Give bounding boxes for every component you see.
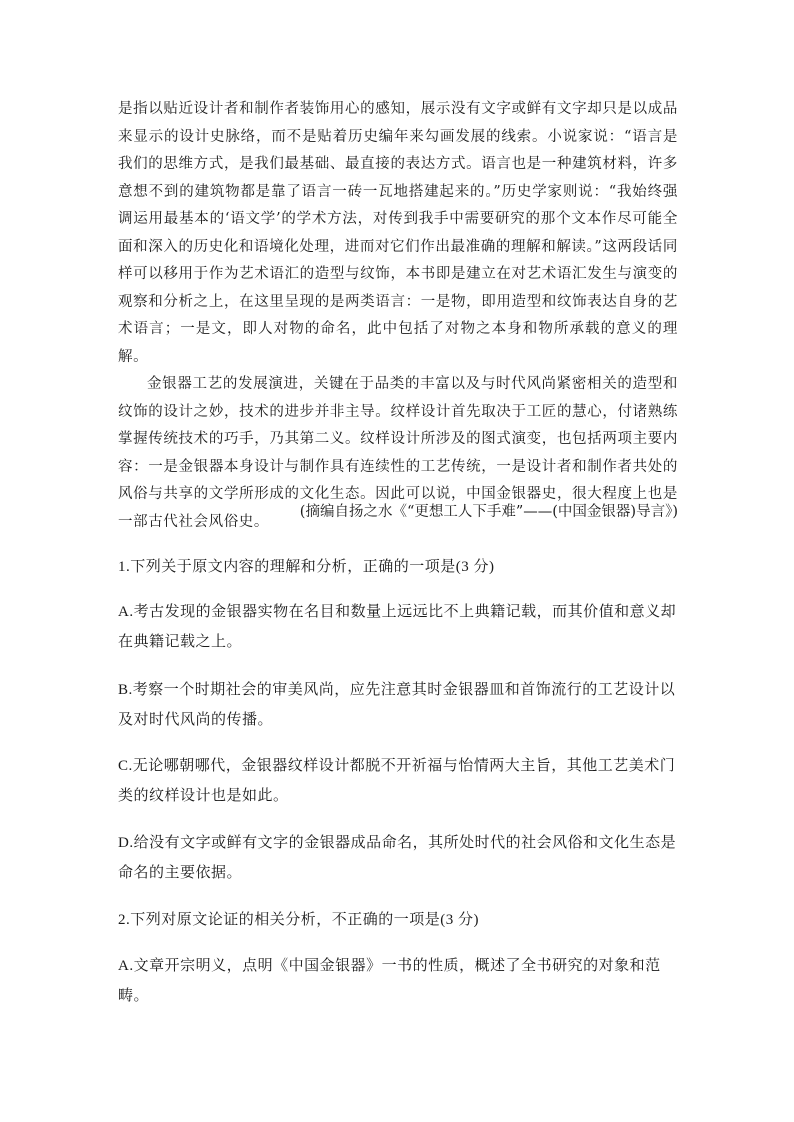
reading-passage	[118, 96, 678, 536]
question-option	[118, 829, 678, 888]
passage-source: (摘编自扬之水《“更想工人下手难”——(中国金银器)导言》)	[299, 504, 678, 520]
passage-paragraph: 是指以贴近设计者和制作者装饰用心的感知，展示没有文字或鲜有文字却只是以成品来显示的设计史脉络，而不是贴着历史编年来勾画发展的线索。小说家说：“语言是我们的思维方式，是我们最基础、最直接的表达方式。语言也是一种建筑材料，许多意想不到的建筑物都是靠了语言一砖一瓦地搭建起来的。”历史学家则说：“我始终强调运用最基本的‘语文学’的学术方法，对传到我手中需要研究的那个文本作尽可能全面和深入的历史化和语境化处理，进而对它们作出最准确的理解和解读。”这两段话同样可以移用于作为艺术语汇的造型与纹饰，本书即是建立在对艺术语汇发生与演变的观察和分析之上，在这里呈现的是两类语言：一是物，即用造型和纹饰表达自身的艺术语言；一是文，即人对物的命名，此中包括了对物之本身和物所承载的意义的理解。	[118, 101, 678, 365]
question-stem	[118, 906, 678, 936]
question-1-stem: 1.下列关于原文内容的理解和分析，正确的一项是(3 分)	[118, 559, 495, 575]
question-option	[118, 598, 678, 657]
question-option	[118, 752, 678, 811]
question-1-option-a: A.考古发现的金银器实物在名目和数量上远远比不上典籍记载，而其价值和意义却在典籍记载之上。	[118, 604, 677, 650]
question-2-stem: 2.下列对原文论证的相关分析，不正确的一项是(3 分)	[118, 912, 479, 928]
question-1-option-b: B.考察一个时期社会的审美风尚，应先注意其时金银器皿和首饰流行的工艺设计以及对时代风尚的传播。	[118, 682, 676, 728]
question-2-option-a: A.文章开宗明义，点明《中国金银器》一书的性质，概述了全书研究的对象和范畴。	[118, 958, 661, 1004]
question-option	[118, 952, 678, 1011]
passage-paragraph: 金银器工艺的发展演进，关键在于品类的丰富以及与时代风尚紧密相关的造型和纹饰的设计之妙，技术的进步并非主导。纹样设计首先取决于工匠的慧心，付诸熟练掌握传统技术的巧手，乃其第二义。纹样设计所涉及的图式演变，也包括两项主要内容：一是金银器本身设计与制作具有连续性的工艺传统，一是设计者和制作者共处的风俗与共享的文学所形成的文化生态。因此可以说，中国金银器史，很大程度上也是一部古代社会风俗史。	[118, 376, 678, 530]
question-stem	[118, 553, 678, 583]
question-1-option-c: C.无论哪朝哪代，金银器纹样设计都脱不开祈福与怡情两大主旨，其他工艺美术门类的纹样设计也是如此。	[118, 758, 676, 804]
question-1-option-d: D.给没有文字或鲜有文字的金银器成品命名，其所处时代的社会风俗和文化生态是命名的主要依据。	[118, 835, 677, 881]
question-option	[118, 676, 678, 735]
